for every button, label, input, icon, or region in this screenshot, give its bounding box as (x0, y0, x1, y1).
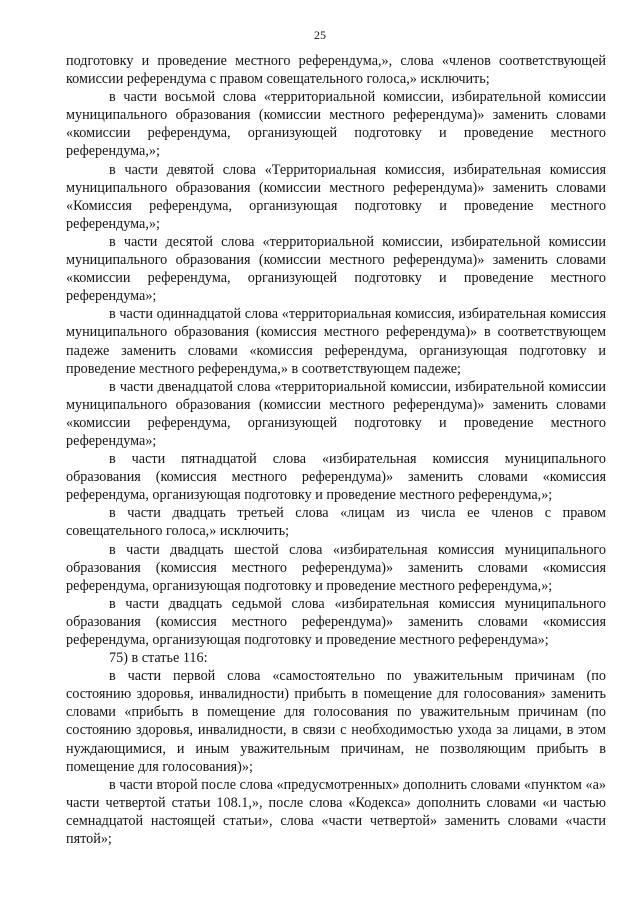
paragraph-part-27: в части двадцать седьмой слова «избирательная комиссия муниципального образования (комиссия местного референдума)» заменить словами «комиссия референдума, организующая подготовку и проведение местного референдума»; (66, 595, 606, 648)
paragraph-part-second: в части второй после слова «предусмотренных» дополнить словами «пунктом «а» части четвертой статьи 108.1,», после слова «Кодекса» дополнить словами «и частью семнадцатой настоящей статьи», слова «части четвертой» заменить словами «части пятой»; (66, 776, 606, 848)
paragraph-part-9: в части девятой слова «Территориальная комиссия, избирательная комиссия муниципального образования (комиссии местного референдума)» заменить словами «Комиссия референдума, организующая подготовку и проведение местного референдума,»; (66, 161, 606, 232)
document-body (66, 52, 606, 848)
paragraph-part-8: в части восьмой слова «территориальной комиссии, избирательной комиссии муниципального образования (комиссии местного референдума)» заменить словами «комиссии референдума, организующей подготовку и проведение местного референдума,»; (66, 89, 606, 160)
paragraph-part-15: в части пятнадцатой слова «избирательная комиссия муниципального образования (комиссия местного референдума)» заменить словами «комиссия референдума, организующая подготовку и проведение местного референдума,»; (66, 451, 606, 504)
paragraph-continuation: подготовку и проведение местного референдума,», слова «членов соответствующей комиссии референдума с правом совещательного голоса,» исключить; (66, 53, 606, 88)
paragraph-part-11: в части одиннадцатой слова «территориальная комиссия, избирательная комиссия муниципального образования (комиссия местного референдума)» в соответствующем падеже заменить словами «комиссия референдума, организующая подготовку и проведение местного референдума,» в соответствующем падеже; (66, 306, 606, 377)
paragraph-part-first: в части первой слова «самостоятельно по уважительным причинам (по состоянию здоровья, инвалидности) прибыть в помещение для голосования» заменить словами «прибыть в помещение для голосования по уважительным причинам (по состоянию здоровья, инвалидности, в связи с необходимостью ухода за лицами, в этом нуждающимися, и иным уважительным причинам, не позволяющим прибыть в помещение для голосования)»; (66, 668, 606, 775)
paragraph-part-12: в части двенадцатой слова «территориальной комиссии, избирательной комиссии муниципального образования (комиссии местного референдума)» заменить словами «комиссии референдума, организующей подготовку и проведение местного референдума»; (66, 378, 606, 449)
paragraph-part-23: в части двадцать третьей слова «лицам из числа ее членов с правом совещательного голоса,» исключить; (66, 505, 606, 540)
paragraph-part-26: в части двадцать шестой слова «избирательная комиссия муниципального образования (комиссия местного референдума)» заменить словами «комиссия референдума, организующая подготовку и проведение местного референдума,»; (66, 541, 606, 594)
paragraph-part-10: в части десятой слова «территориальной комиссии, избирательной комиссии муниципального образования (комиссии местного референдума)» заменить словами «комиссии референдума, организующей подготовку и проведение местного референдума»; (66, 233, 606, 305)
paragraph-item-75: 75) в статье 116: (109, 650, 208, 667)
page-number: 25 (314, 28, 326, 42)
